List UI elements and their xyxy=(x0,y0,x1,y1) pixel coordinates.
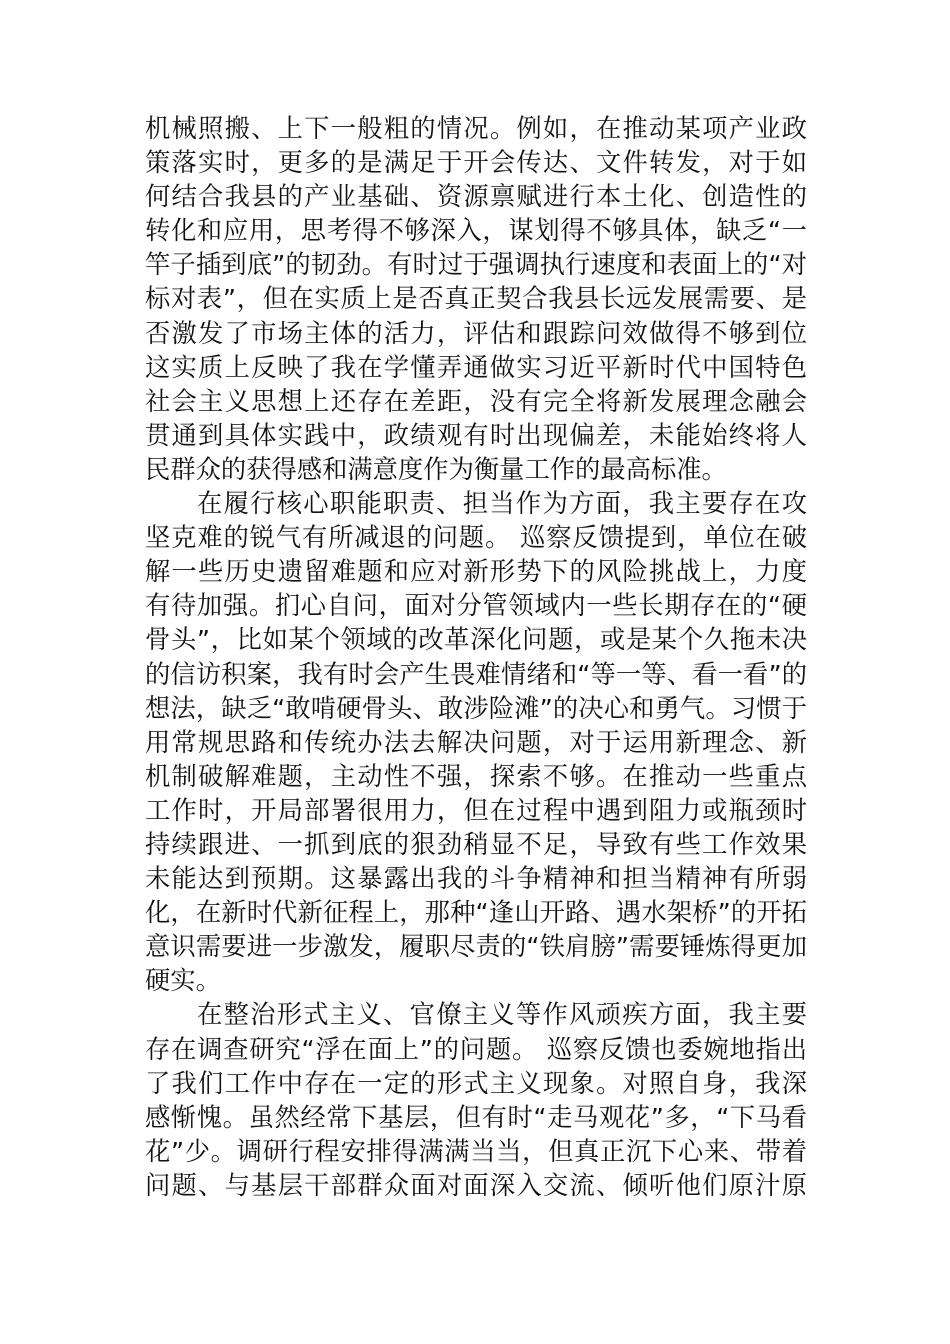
text-line: 问题、与基层干部群众面对面深入交流、倾听他们原汁原 xyxy=(145,1170,807,1200)
text-line: 骨头”，比如某个领域的改革深化问题，或是某个久拖未决 xyxy=(145,625,807,655)
text-line: 社会主义思想上还存在差距，没有完全将新发展理念融会 xyxy=(145,386,807,416)
text-line: 机械照搬、上下一般粗的情况。例如，在推动某项产业政 xyxy=(145,114,807,143)
paragraph-2 xyxy=(145,487,807,998)
paragraph-1 xyxy=(145,112,807,487)
text-line: 意识需要进一步激发，履职尽责的“铁肩膀”需要锤炼得更加 xyxy=(145,932,807,962)
text-line: 有待加强。扪心自问，面对分管领域内一些长期存在的“硬 xyxy=(145,591,807,621)
text-line: 否激发了市场主体的活力，评估和跟踪问效做得不够到位 xyxy=(145,318,807,348)
text-line: 转化和应用，思考得不够深入，谋划得不够具体，缺乏“一 xyxy=(145,216,807,246)
text-line: 这实质上反映了我在学懂弄通做实习近平新时代中国特色 xyxy=(145,352,807,382)
text-line: 感惭愧。虽然经常下基层，但有时“走马观花”多，“下马看 xyxy=(145,1102,807,1132)
text-line: 在履行核心职能职责、担当作为方面，我主要存在攻 xyxy=(197,489,807,519)
text-line: 标对表”，但在实质上是否真正契合我县长远发展需要、是 xyxy=(145,284,807,314)
text-line: 持续跟进、一抓到底的狠劲稍显不足，导致有些工作效果 xyxy=(145,829,807,859)
text-line: 想法，缺乏“敢啃硬骨头、敢涉险滩”的决心和勇气。习惯于 xyxy=(145,693,807,723)
text-line: 机制破解难题，主动性不强，探索不够。在推动一些重点 xyxy=(145,761,807,791)
text-line: 用常规思路和传统办法去解决问题，对于运用新理念、新 xyxy=(145,727,807,757)
text-line: 化，在新时代新征程上，那种“逢山开路、遇水架桥”的开拓 xyxy=(145,898,807,928)
text-line: 花”少。调研行程安排得满满当当，但真正沉下心来、带着 xyxy=(145,1136,807,1166)
paragraph-3 xyxy=(145,998,807,1203)
text-line: 策落实时，更多的是满足于开会传达、文件转发，对于如 xyxy=(145,148,807,178)
text-line: 了我们工作中存在一定的形式主义现象。对照自身，我深 xyxy=(145,1068,807,1098)
document-page xyxy=(145,112,807,1203)
text-line: 工作时，开局部署很用力，但在过程中遇到阻力或瓶颈时 xyxy=(145,795,807,825)
text-line: 硬实。 xyxy=(145,966,221,996)
text-line: 在整治形式主义、官僚主义等作风顽疾方面，我主要 xyxy=(197,1000,807,1030)
text-line: 竿子插到底”的韧劲。有时过于强调执行速度和表面上的“对 xyxy=(145,250,807,280)
text-line: 解一些历史遗留难题和应对新形势下的风险挑战上，力度 xyxy=(145,557,807,587)
text-line: 贯通到具体实践中，政绩观有时出现偏差，未能始终将人 xyxy=(145,420,807,450)
text-line: 何结合我县的产业基础、资源禀赋进行本土化、创造性的 xyxy=(145,182,807,212)
text-line: 的信访积案，我有时会产生畏难情绪和“等一等、看一看”的 xyxy=(145,659,807,689)
text-line: 民群众的获得感和满意度作为衡量工作的最高标准。 xyxy=(145,454,727,484)
text-line: 存在调查研究“浮在面上”的问题。 巡察反馈也委婉地指出 xyxy=(145,1034,807,1064)
text-line: 坚克难的锐气有所减退的问题。 巡察反馈提到，单位在破 xyxy=(145,523,807,553)
text-line: 未能达到预期。这暴露出我的斗争精神和担当精神有所弱 xyxy=(145,864,807,894)
